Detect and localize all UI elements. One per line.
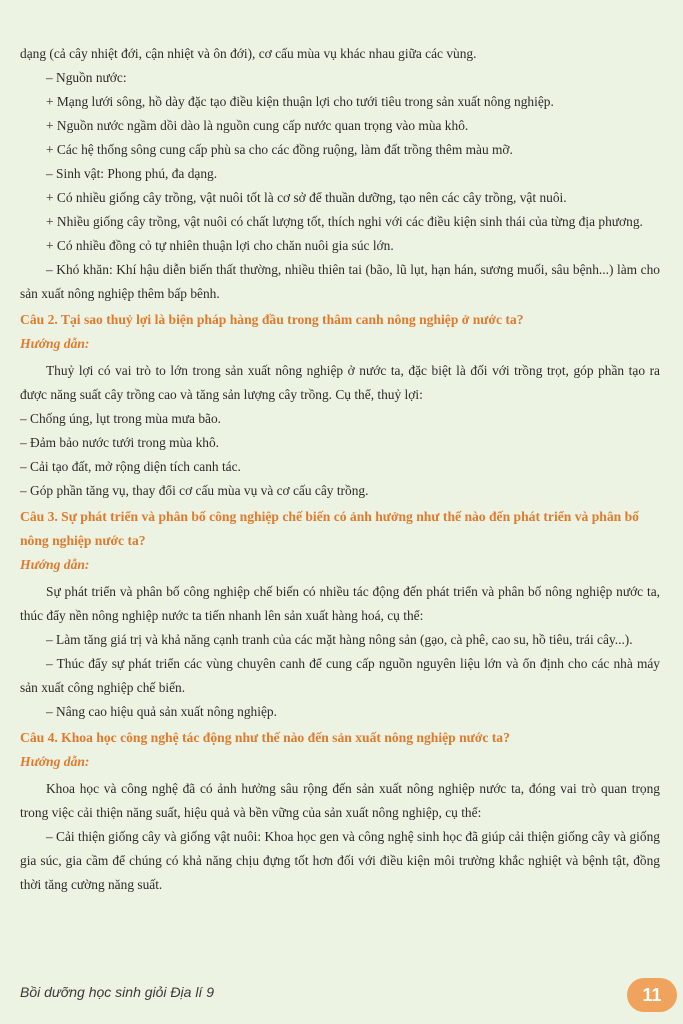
question-3-heading: Câu 3. Sự phát triển và phân bố công nghiệp chế biến có ảnh hưởng như thế nào đến phát triển và phân bố nông nghiệp nước ta? [20,509,639,548]
list-item: – Nâng cao hiệu quả sản xuất nông nghiệp. [46,704,277,719]
list-item: – Chống úng, lụt trong mùa mưa bão. [20,411,222,426]
question-3-guide-label: Hướng dẫn: [20,557,90,572]
list-item: – Góp phần tăng vụ, thay đổi cơ cấu mùa vụ và cơ cấu cây trồng. [20,483,369,498]
page-number-badge: 11 [627,978,677,1012]
list-item: – Cải tạo đất, mở rộng diện tích canh tác. [20,459,241,474]
text-line: – Nguồn nước: [46,70,127,85]
footer-book-title: Bồi dưỡng học sinh giỏi Địa lí 9 [20,984,214,1000]
list-item: – Đảm bảo nước tưới trong mùa khô. [20,435,220,450]
question-4-heading: Câu 4. Khoa học công nghệ tác động như thế nào đến sản xuất nông nghiệp nước ta? [20,730,510,745]
text-line: + Các hệ thống sông cung cấp phù sa cho các đồng ruộng, làm đất trồng thêm màu mỡ. [46,142,513,157]
text-line: + Có nhiều đồng cỏ tự nhiên thuận lợi cho chăn nuôi gia súc lớn. [46,238,394,253]
list-item: – Làm tăng giá trị và khả năng cạnh tranh của các mặt hàng nông sản (gạo, cà phê, cao su, hồ tiêu, trái cây...). [46,632,633,647]
question-3-intro: Sự phát triển và phân bố công nghiệp chế biến có nhiều tác động đến phát triển và phân bố nông nghiệp nước ta, thúc đẩy nền nông nghiệp nước ta tiến nhanh lên sản xuất hàng hoá, cụ thể: [20,584,660,623]
text-line: + Có nhiều giống cây trồng, vật nuôi tốt là cơ sở để thuần dưỡng, tạo nên các cây trồng, vật nuôi. [46,190,567,205]
question-2-heading: Câu 2. Tại sao thuỷ lợi là biện pháp hàng đầu trong thâm canh nông nghiệp ở nước ta? [20,312,524,327]
list-item: – Cải thiện giống cây và giống vật nuôi: Khoa học gen và công nghệ sinh học đã giúp cải thiện giống cây và giống gia súc, gia cầm để chúng có khả năng chịu đựng tốt hơn đối với điều kiện môi trường khắc nghiệt và bệnh tật, đồng thời tăng cường năng suất. [20,829,660,892]
question-2-intro: Thuỷ lợi có vai trò to lớn trong sản xuất nông nghiệp ở nước ta, đặc biệt là đối với trồng trọt, góp phần tạo ra được năng suất cây trồng cao và tăng sản lượng cây trồng. Cụ thể, thuỷ lợi: [20,363,660,402]
question-2-guide-label: Hướng dẫn: [20,336,90,351]
text-line: + Nhiều giống cây trồng, vật nuôi có chất lượng tốt, thích nghi với các điều kiện sinh thái của từng địa phương. [46,214,643,229]
question-4-guide-label: Hướng dẫn: [20,754,90,769]
list-item: – Thúc đẩy sự phát triển các vùng chuyên canh để cung cấp nguồn nguyên liệu lớn và ổn định cho các nhà máy sản xuất công nghiệp chế biến. [20,656,660,695]
text-line: + Mạng lưới sông, hồ dày đặc tạo điều kiện thuận lợi cho tưới tiêu trong sản xuất nông nghiệp. [46,94,554,109]
text-line: – Khó khăn: Khí hậu diễn biến thất thường, nhiều thiên tai (bão, lũ lụt, hạn hán, sương muối, sâu bệnh...) làm cho sản xuất nông nghiệp thêm bấp bênh. [20,262,660,301]
text-line: dạng (cả cây nhiệt đới, cận nhiệt và ôn đới), cơ cấu mùa vụ khác nhau giữa các vùng. [20,46,477,61]
text-line: + Nguồn nước ngầm dồi dào là nguồn cung cấp nước quan trọng vào mùa khô. [46,118,469,133]
text-line: – Sinh vật: Phong phú, đa dạng. [46,166,218,181]
question-4-intro: Khoa học và công nghệ đã có ảnh hưởng sâu rộng đến sản xuất nông nghiệp nước ta, đóng vai trò quan trọng trong việc cải thiện năng suất, hiệu quả và bền vững của sản xuất nông nghiệp, cụ thể: [20,781,660,820]
page-content [20,42,660,897]
